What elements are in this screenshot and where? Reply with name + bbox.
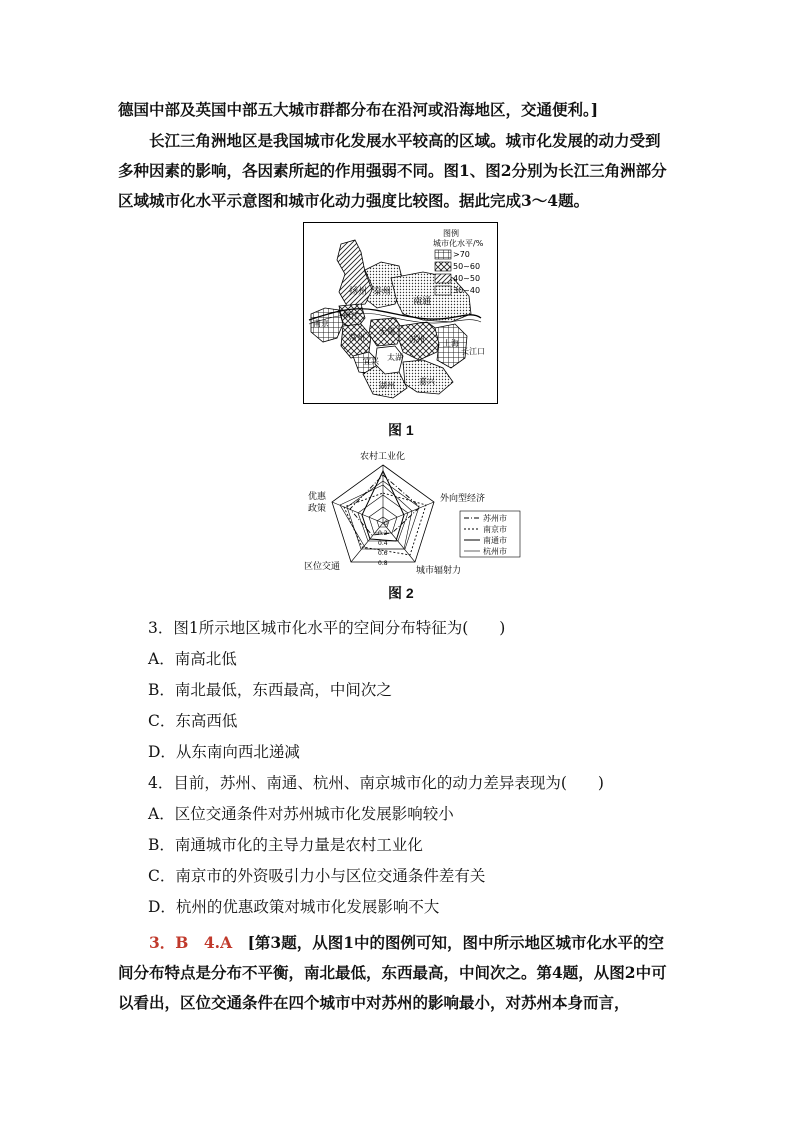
- axis-right: 外向型经济: [440, 494, 486, 504]
- label-suzhou: 苏州: [409, 335, 425, 344]
- label-zhenjiang: 镇江: [343, 311, 359, 320]
- legend-item-3: 40~50: [453, 274, 481, 283]
- passage-text: 长江三角洲地区是我国城市化发展水平较高的区域。城市化发展的动力受到多种因素的影响，各因素所起的作用强弱不同。图1、图2分别为长江三角洲部分区域城市化水平示意图和城市化动力强度比较图。据此完成3～4题。: [118, 131, 667, 210]
- tick-04: 0.4: [378, 540, 388, 547]
- q4-option-a[interactable]: A．区位交通条件对苏州城市化发展影响较小: [148, 805, 454, 823]
- legend-hangzhou: 杭州市: [483, 547, 507, 556]
- intro-line: 德国中部及英国中部五大城市群都分布在沿河或沿海地区，交通便利。]: [118, 100, 599, 119]
- axis-left-1: 优惠: [308, 492, 327, 502]
- q4-option-b[interactable]: B．南通城市化的主导力量是农村工业化: [148, 836, 423, 854]
- tick-06: 0.6: [378, 550, 388, 557]
- answer-key: 3．B 4.A: [149, 933, 233, 952]
- label-taihu: 太湖: [387, 353, 403, 362]
- q4-option-d[interactable]: D．杭州的优惠政策对城市化发展影响不大: [148, 898, 440, 916]
- legend-item-1: >70: [453, 250, 470, 259]
- legend-item-2: 50~60: [453, 262, 481, 271]
- tick-08: 0.8: [378, 560, 388, 567]
- q3-stem: 3．图1所示地区城市化水平的空间分布特征为( ): [148, 619, 506, 637]
- label-nanjing: 南京: [313, 319, 329, 328]
- label-wuxi: 无锡: [379, 327, 395, 336]
- label-jiaxing: 嘉兴: [419, 377, 435, 386]
- q4-stem: 4．目前，苏州、南通、杭州、南京城市化的动力差异表现为( ): [148, 774, 604, 792]
- q4-option-c[interactable]: C．南京市的外资吸引力小与区位交通条件差有关: [148, 867, 486, 885]
- legend-nanjing: 南京市: [483, 525, 507, 534]
- figure1-label: 图 1: [388, 422, 414, 438]
- legend-nantong: 南通市: [483, 536, 507, 545]
- legend-title: 图例: [443, 229, 459, 238]
- figure2-label: 图 2: [388, 585, 414, 601]
- axis-top: 农村工业化: [360, 452, 406, 462]
- tick-02: 0.2: [378, 530, 388, 537]
- figure2-radar: [300, 445, 530, 575]
- legend-item-4: 30~40: [453, 286, 481, 295]
- label-shanghai: 上海: [443, 339, 459, 348]
- answer-block: [118, 928, 674, 1018]
- label-huzhou: 湖州: [379, 381, 395, 390]
- label-taizhou: 泰州: [373, 287, 392, 297]
- legend-suzhou: 苏州市: [483, 514, 507, 523]
- label-yixing: 宜兴: [363, 357, 379, 366]
- label-changzhou: 常州: [349, 333, 365, 342]
- q3-option-b[interactable]: B．南北最低，东西最高，中间次之: [148, 681, 392, 699]
- axis-bottom-left: 区位交通: [304, 562, 341, 572]
- q3-option-d[interactable]: D．从东南向西北递减: [148, 743, 300, 761]
- q3-option-a[interactable]: A．南高北低: [148, 650, 237, 668]
- legend-subtitle: 城市化水平/%: [433, 239, 484, 248]
- label-nantong: 南通: [413, 297, 432, 307]
- answer-explanation: [第3题，从图1中的图例可知，图中所示地区城市化水平的空间分布特点是分布不平衡，南北最低，东西最高，中间次之。第4题，从图2中可以看出，区位交通条件在四个城市中对苏州的影响最小，对苏州本身而言，: [118, 933, 667, 1012]
- axis-bottom-right: 城市辐射力: [416, 566, 462, 575]
- label-changjiangkou: 长江口: [461, 347, 485, 356]
- label-yangzhou: 扬州: [349, 287, 368, 297]
- tick-0: 0: [384, 520, 388, 527]
- q3-option-c[interactable]: C．东高西低: [148, 712, 238, 730]
- axis-left-2: 政策: [308, 504, 327, 514]
- figure1-map: [303, 222, 498, 404]
